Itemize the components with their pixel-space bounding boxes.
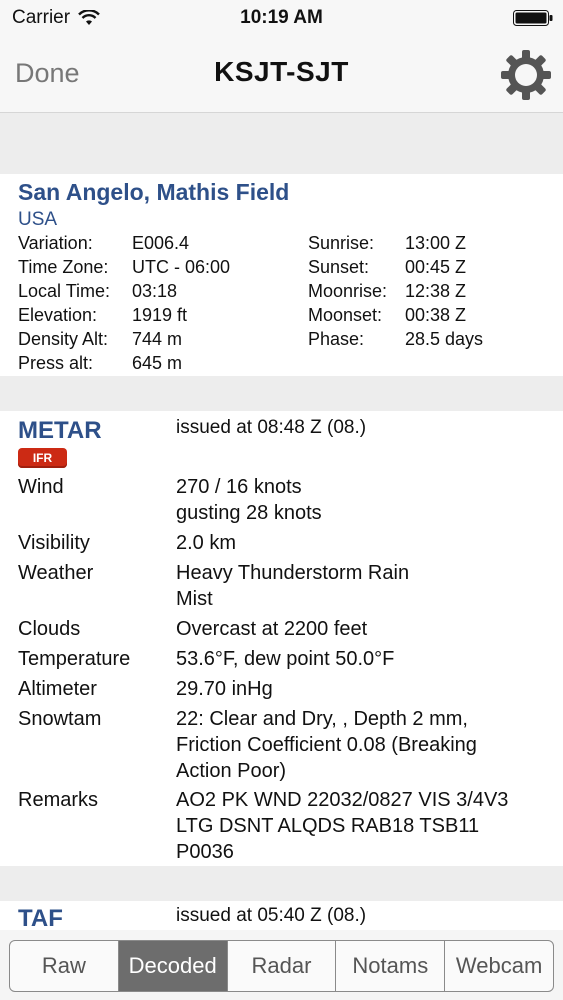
- section-spacer: [0, 376, 563, 411]
- airport-country: USA: [18, 209, 58, 230]
- field-value-weather: Heavy Thunderstorm Rain Mist: [176, 562, 410, 610]
- carrier-label: Carrier: [12, 7, 71, 28]
- info-label: Moonset:: [308, 305, 383, 325]
- field-label-clouds: Clouds: [18, 618, 81, 640]
- info-row-elevation: [18, 303, 230, 327]
- info-label: Sunset:: [308, 257, 370, 277]
- metar-issued: issued at 08:48 Z (08.): [176, 417, 367, 438]
- field-label-remarks: Remarks: [18, 789, 99, 811]
- field-value-snowtam: 22: Clear and Dry, , Depth 2 mm, Friction Coefficient 0.08 (Breaking Action Poor): [176, 708, 477, 782]
- info-value: 12:38 Z: [405, 281, 467, 301]
- airport-info-section: [0, 174, 563, 376]
- info-label: Time Zone:: [18, 257, 109, 277]
- info-value: 744 m: [132, 329, 183, 349]
- info-row-density-alt: [18, 327, 230, 351]
- info-value: 00:38 Z: [405, 305, 467, 325]
- tab-webcam[interactable]: Webcam: [455, 953, 543, 978]
- info-value: 28.5 days: [405, 329, 484, 349]
- info-row-time-zone: [18, 255, 230, 279]
- info-value: 1919 ft: [132, 305, 188, 325]
- airport-info-right: [308, 231, 483, 351]
- section-spacer: [0, 866, 563, 901]
- info-label: Moonrise:: [308, 281, 388, 301]
- field-value-remarks: AO2 PK WND 22032/0827 VIS 3/4V3 LTG DSNT ALQDS RAB18 TSB11 P0036: [176, 789, 509, 863]
- page-title: KSJT-SJT: [214, 56, 349, 87]
- field-label-temperature: Temperature: [18, 648, 131, 670]
- field-value-clouds: Overcast at 2200 feet: [176, 618, 368, 640]
- bottom-tab-bar: [0, 930, 563, 1000]
- field-value-wind: 270 / 16 knots gusting 28 knots: [176, 476, 322, 524]
- info-row-moonrise: [308, 279, 483, 303]
- taf-issued: issued at 05:40 Z (08.): [176, 905, 367, 926]
- info-row-local-time: [18, 279, 230, 303]
- info-label: Sunrise:: [308, 233, 375, 253]
- tab-raw[interactable]: Raw: [10, 941, 119, 991]
- airport-name: San Angelo, Mathis Field: [18, 179, 290, 205]
- battery-icon: [513, 10, 553, 26]
- info-value: 13:00 Z: [405, 233, 467, 253]
- section-spacer: [0, 113, 563, 174]
- info-row-moonset: [308, 303, 483, 327]
- info-label: Elevation:: [18, 305, 98, 325]
- info-value: 03:18: [132, 281, 178, 301]
- info-value: 00:45 Z: [405, 257, 467, 277]
- status-bar: [0, 0, 563, 36]
- tab-decoded[interactable]: Decoded: [119, 941, 228, 991]
- info-row-phase: [308, 327, 483, 351]
- info-value: E006.4: [132, 233, 190, 253]
- taf-title: TAF: [18, 905, 63, 930]
- tab-notams[interactable]: Notams: [336, 941, 445, 991]
- field-label-snowtam: Snowtam: [18, 708, 102, 730]
- done-button[interactable]: Done: [15, 58, 80, 88]
- info-row-press-alt: [18, 351, 230, 375]
- field-label-visibility: Visibility: [18, 532, 90, 554]
- taf-section: [0, 901, 563, 930]
- info-label: Press alt:: [18, 353, 94, 373]
- field-value-temperature: 53.6°F, dew point 50.0°F: [176, 648, 395, 670]
- info-label: Density Alt:: [18, 329, 109, 349]
- info-row-sunset: [308, 255, 483, 279]
- info-value: 645 m: [132, 353, 183, 373]
- navigation-bar: [0, 36, 563, 113]
- info-label: Local Time:: [18, 281, 111, 301]
- info-label: Variation:: [18, 233, 93, 253]
- ifr-badge: IFR: [18, 448, 67, 468]
- info-row-variation: [18, 231, 230, 255]
- status-time: 10:19 AM: [240, 7, 323, 28]
- segmented-control: [9, 940, 554, 992]
- info-label: Phase:: [308, 329, 365, 349]
- field-label-weather: Weather: [18, 562, 94, 584]
- airport-info-left: [18, 231, 230, 375]
- field-value-altimeter: 29.70 inHg: [176, 678, 273, 700]
- info-row-sunrise: [308, 231, 483, 255]
- field-label-wind: Wind: [18, 476, 64, 498]
- gear-icon[interactable]: [499, 48, 553, 102]
- metar-section: [0, 411, 563, 866]
- tab-radar[interactable]: Radar: [228, 941, 337, 991]
- metar-title: METAR: [18, 417, 102, 444]
- field-label-altimeter: Altimeter: [18, 678, 97, 700]
- info-value: UTC - 06:00: [132, 257, 231, 277]
- field-value-visibility: 2.0 km: [176, 532, 237, 554]
